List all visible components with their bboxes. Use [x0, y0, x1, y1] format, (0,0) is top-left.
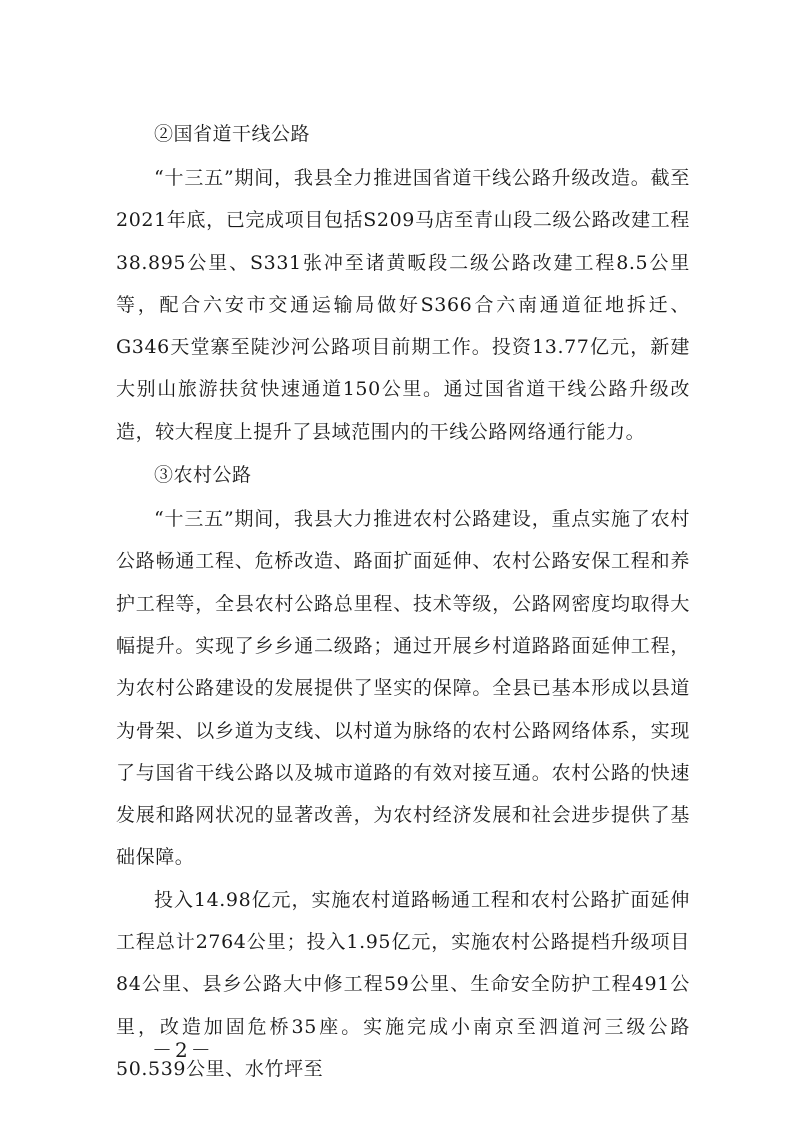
paragraph-rural-roads-investment: 投入14.98亿元，实施农村道路畅通工程和农村公路扩面延伸工程总计2764公里；投入1.95亿元，实施农村公路提档升级项目84公里、县乡公路大中修工程59公里、生命安全防护工程491公里，改造加固危桥35座。实施完成小南京至泗道河三级公路50.539公里、水竹坪至 [116, 888, 690, 1080]
paragraph-trunk-roads: “十三五”期间，我县全力推进国省道干线公路升级改造。截至2021年底，已完成项目包括S209马店至青山段二级公路改建工程38.895公里、S331张冲至诸黄畈段二级公路改建工程8.5公里等，配合六安市交通运输局做好S366合六南通道征地拆迁、G346天堂寨至陡沙河公路项目前期工作。投资13.77亿元，新建大别山旅游扶贫快速通道150公里。通过国省道干线公路升级改造，较大程度上提升了县域范围内的干线公路网络通行能力。 [116, 167, 690, 443]
section-heading-rural-roads: ③农村公路 [154, 464, 252, 487]
document-body [116, 112, 690, 1090]
paragraph-rural-roads-overview: “十三五”期间，我县大力推进农村公路建设，重点实施了农村公路畅通工程、危桥改造、路面扩面延伸、农村公路安保工程和养护工程等，全县农村公路总里程、技术等级，公路网密度均取得大幅提升。实现了乡乡通二级路；通过开展乡村道路路面延伸工程，为农村公路建设的发展提供了坚实的保障。全县已基本形成以县道为骨架、以乡道为支线、以村道为脉络的农村公路网络体系，实现了与国省干线公路以及城市道路的有效对接互通。农村公路的快速发展和路网状况的显著改善，为农村经济发展和社会进步提供了基础保障。 [116, 508, 690, 869]
page-number: －2－ [152, 1038, 214, 1062]
section-heading-trunk-roads: ②国省道干线公路 [154, 123, 311, 145]
